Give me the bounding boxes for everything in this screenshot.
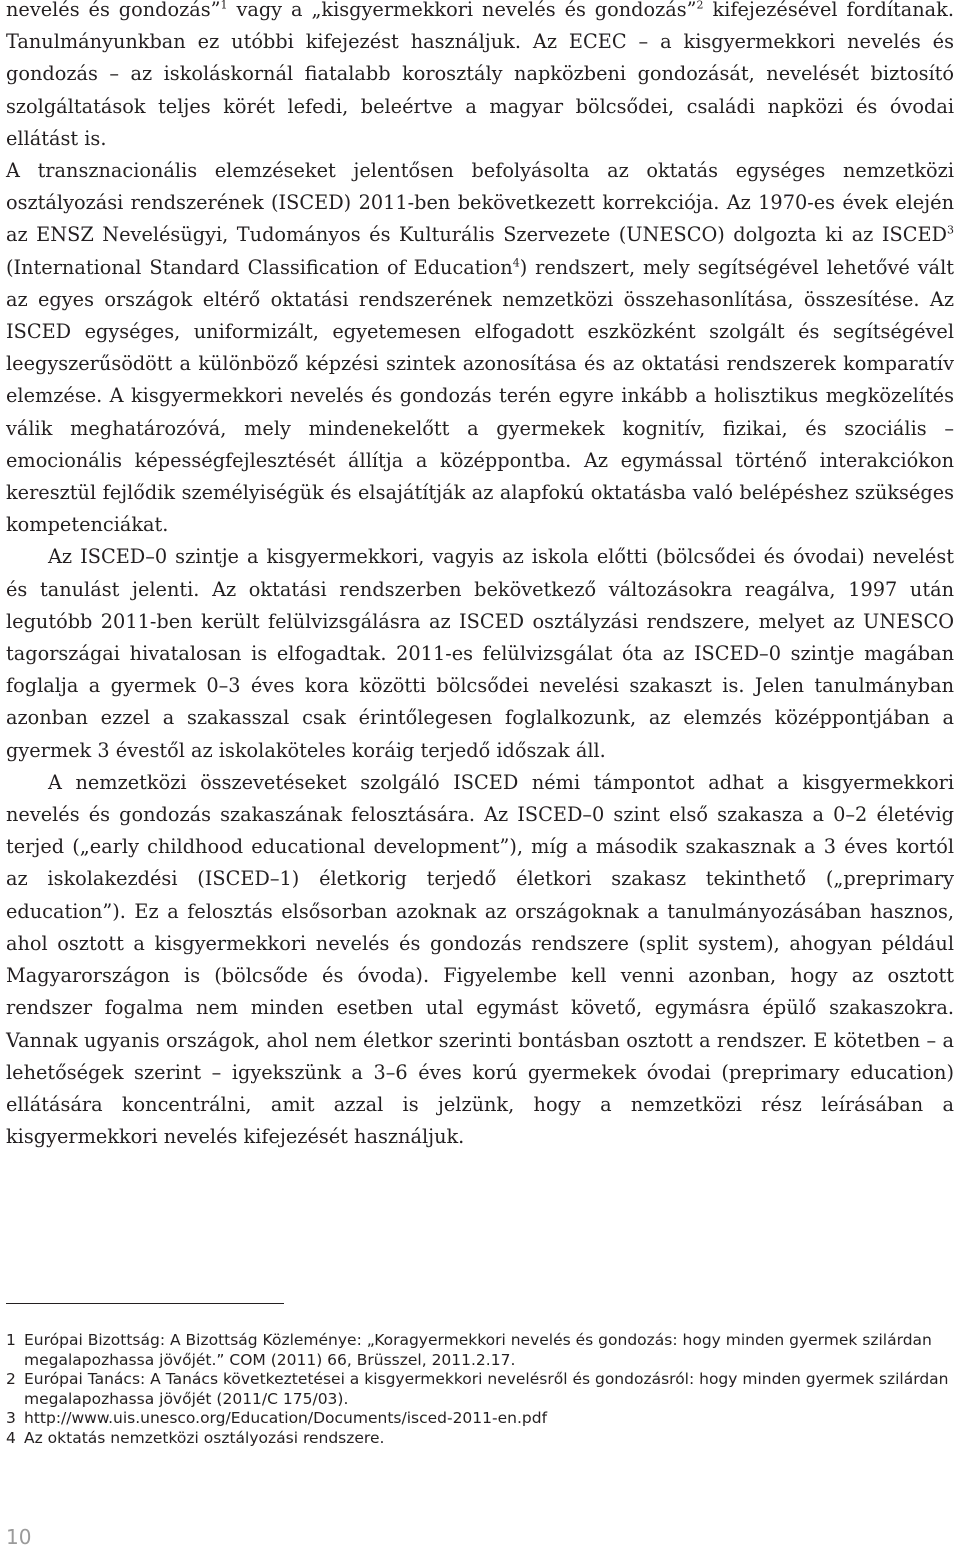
footnote-2	[6, 1370, 954, 1409]
footnote-text: Európai Bizottság: A Bizottság Közleménye: „Koragyermekkori nevelés és gondozás: hogy minden gyermek szilárdan megalapozhassa jövőjét.” COM (2011) 66, Brüsszel, 2011.2.17.	[24, 1331, 932, 1369]
footnote-number: 2	[6, 1370, 16, 1388]
footnote-ref-2[interactable]: 2	[696, 0, 704, 12]
footnote-number: 4	[6, 1428, 16, 1447]
footnote-4	[6, 1429, 954, 1449]
footnote-ref-4[interactable]: 4	[512, 256, 520, 270]
footnote-text: Az oktatás nemzetközi osztályozási rendszere.	[24, 1428, 385, 1447]
footnote-number: 1	[6, 1331, 16, 1349]
footnote-ref-1[interactable]: 1	[220, 0, 228, 12]
footnote-separator	[6, 1303, 284, 1304]
paragraph-1: nevelés és gondozás”$^1$ vagy a „kisgyermekkori nevelés és gondozás”$^2$ kifejezésével fordítanak. Tanulmányunkban ez utóbbi kifejezést használjuk. Az ECEC – a kisgyermekkori nevelés és gondozás – az iskoláskornál fiatalabb korosztály napközbeni gondozását, nevelését biztosító szolgáltatások teljes körét lefedi, beleértve a magyar bölcsődei, családi napközi és óvodai ellátást is.	[6, 0, 954, 150]
footnote-link[interactable]: http://www.uis.unesco.org/Education/Documents/isced-2011-en.pdf	[24, 1409, 548, 1427]
footnote-ref-3[interactable]: 3	[947, 224, 954, 237]
footnote-number: 3	[6, 1409, 16, 1427]
footnote-text: Európai Tanács: A Tanács következtetései a kisgyermekkori nevelésről és gondozásról: hogy minden gyermek szilárdan megalapozhassa jövőjét (2011/C 175/03).	[24, 1370, 949, 1408]
paragraph-4: A nemzetközi összevetéseket szolgáló ISCED némi támpontot adhat a kisgyermekkori nevelés és gondozás szakaszának felosztására. Az ISCED–0 szint első szakasza a 0–2 életévig terjed („early childhood educational development”), míg a második szakasznak a 3 éves kortól az iskolakezdési (ISCED–1) életkorig terjedő életkori szakasz tekinthető („preprimary education”). Ez a felosztás elsősorban azoknak az országoknak a tanulmányozásában hasznos, ahol osztott a kisgyermekkori nevelés és gondozás rendszere (split system), ahogyan például Magyarországon is (bölcsőde és óvoda). Figyelembe kell venni azonban, hogy az osztott rendszer fogalma nem minden esetben utal egymást követő, egymásra épülő szakaszokra. Vannak ugyanis országok, ahol nem életkor szerinti bontásban osztott a rendszer. E kötetben – a lehetőségek szerint – igyekszünk a 3–6 éves korú gyermekek óvodai (preprimary education) ellátására koncentrálni, amit azzal is jelzünk, hogy a nemzetközi rész leírásában a kisgyermekkori nevelés kifejezését használjuk.	[6, 770, 954, 1149]
paragraph-3: Az ISCED–0 szintje a kisgyermekkori, vagyis az iskola előtti (bölcsődei és óvodai) nevelést és tanulást jelenti. Az oktatási rendszerben bekövetkező változásokra reagálva, 1997 után legutóbb 2011-ben került felülvizsgálásra az ISCED osztályzási rendszere, melyet az UNESCO tagországai hivatalosan is elfogadtak. 2011-es felülvizsgálat óta az ISCED–0 szintje magában foglalja a gyermek 0–3 éves kora közötti bölcsődei nevelési szakaszt is. Jelen tanulmányban azonban ezzel a szakasszal csak érintőlegesen foglalkozunk, az elemzés középpontjában a gyermek 3 évestől az iskolaköteles koráig terjedő időszak áll.	[6, 545, 954, 762]
footnote-3	[6, 1409, 954, 1429]
footnote-1	[6, 1331, 954, 1370]
body-text	[6, 0, 954, 1153]
page-number: 10	[6, 1525, 32, 1549]
footnotes	[6, 1331, 954, 1448]
paragraph-2: A transznacionális elemzéseket jelentősen befolyásolta az oktatás egységes nemzetközi osztályozási rendszerének (ISCED) 2011-ben bekövetkezett korrekciója. Az 1970-es évek elején az ENSZ Nevelésügyi, Tudományos és Kulturális Szervezete (UNESCO) dolgozta ki az ISCED$^3$ (International Standard Classification of Education$^4$) rendszert, mely segítségével lehetővé vált az egyes országok eltérő oktatási rendszerének nemzetközi összehasonlítása, összesítése. Az ISCED egységes, uniformizált, egyetemesen elfogadott eszközként szolgált és segítségével leegyszerűsödött a különböző képzési szintek azonosítása és az oktatási rendszerek komparatív elemzése. A kisgyermekkori nevelés és gondozás terén egyre inkább a holisztikus megközelítés válik meghatározóvá, mely mindenekelőtt a gyermekek kognitív, fizikai, és szociális – emocionális képességfejlesztését állítja a középpontba. Az egymással történő interakciókon keresztül fejlődik személyiségük és elsajátítják az alapfokú oktatásba való belépéshez szükséges kompetenciákat.	[6, 159, 955, 537]
